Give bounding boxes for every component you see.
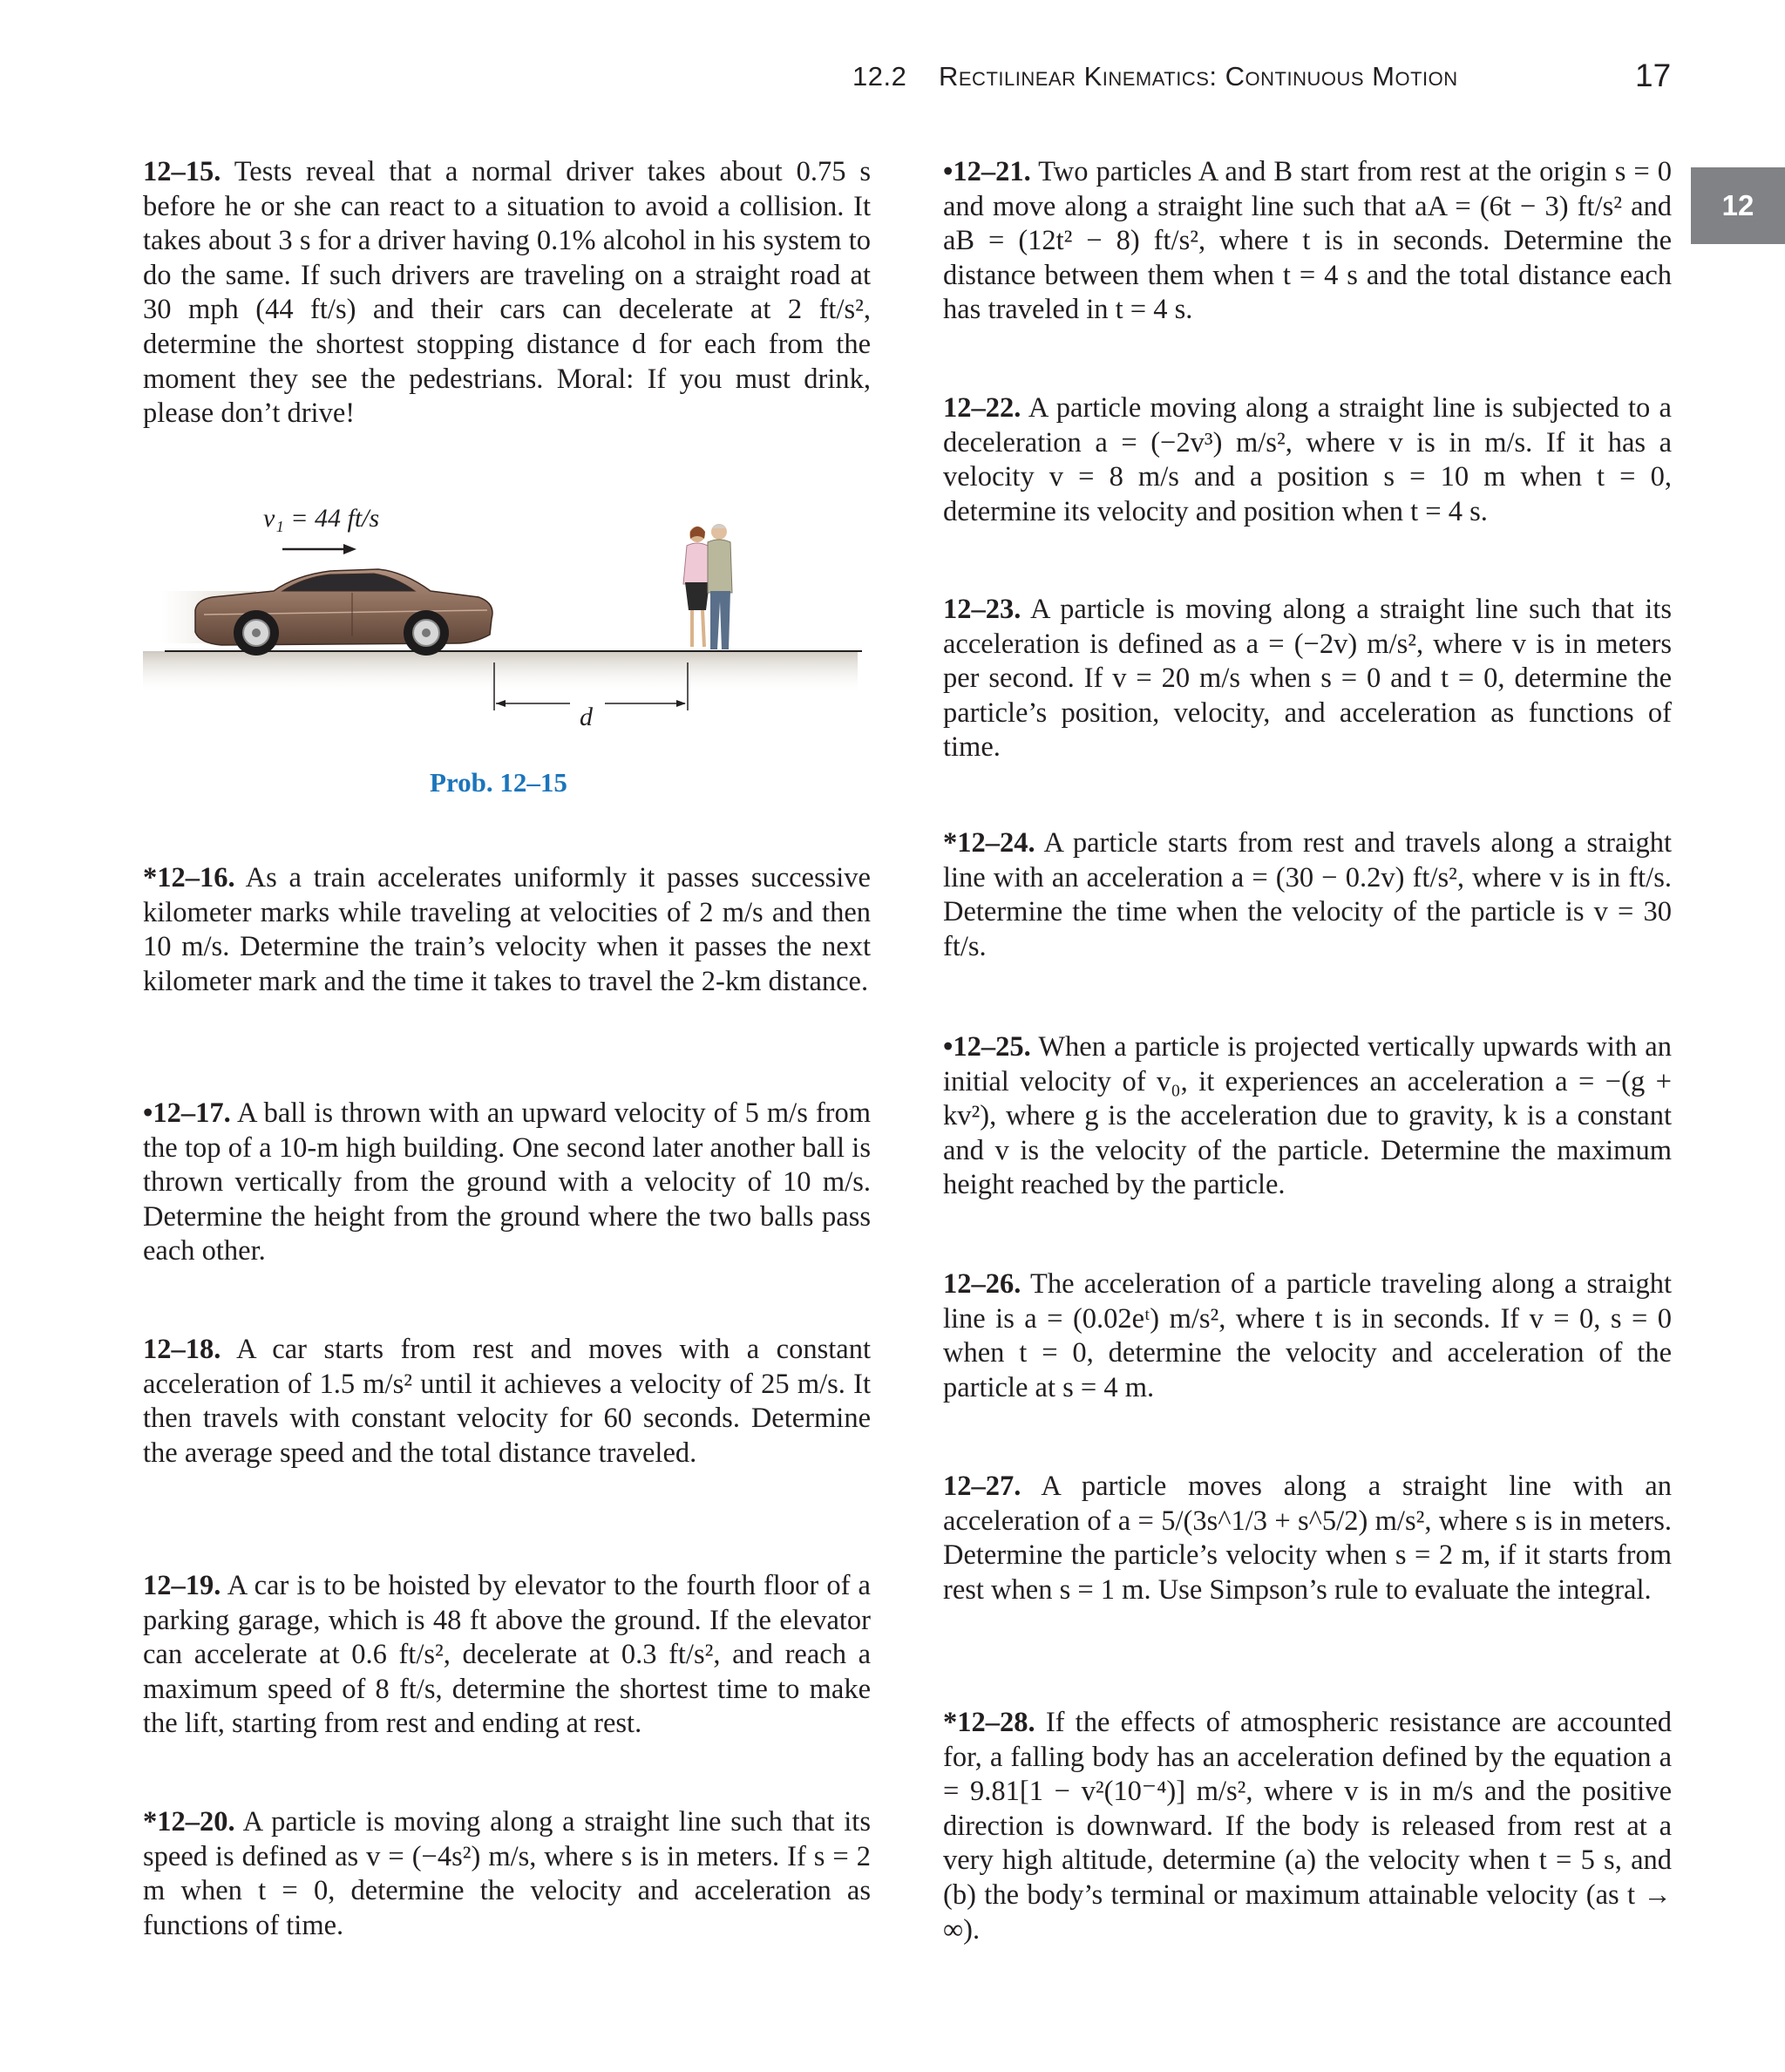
problem-number: *12–20. <box>143 1806 235 1838</box>
problem-12-27 <box>943 1470 1672 1607</box>
problem-number: •12–25. <box>943 1031 1031 1063</box>
problem-number: •12–21. <box>943 156 1031 187</box>
problem-text: A particle moves along a straight line with an acceleration of a = 5/(3s^1/3 + s^5/2) m/s², where s is in meters. Determine the particle’s velocity when s = 2 m, if it starts from rest when s = 1 m. Use Simpson’s rule to evaluate the integral. <box>943 1471 1672 1606</box>
ground-shadow <box>143 651 858 695</box>
problem-number: 12–22. <box>943 392 1021 424</box>
problem-text: A particle moving along a straight line is subjected to a deceleration a = (−2v³) m/s², where v is in m/s. If it has a velocity v = 8 m/s and a position s = 10 m when t = 0, determine its velocity and position when t = 4 s. <box>943 392 1672 527</box>
problem-12-23 <box>943 593 1672 765</box>
problem-text: As a train accelerates uniformly it passes successive kilometer marks while traveling at velocities of 2 m/s and then 10 m/s. Determine the train’s velocity when it passes the next kilometer mark and the time it takes to travel the 2-km distance. <box>143 862 871 997</box>
velocity-label: v₁ = 44 ft/s <box>263 504 380 533</box>
car <box>195 569 492 656</box>
problem-text: Tests reveal that a normal driver takes about 0.75 s before he or she can react to a situation to avoid a collision. It takes about 3 s for a driver having 0.1% alcohol in his system to do the same. If such drivers are traveling on a straight road at 30 mph (44 ft/s) and their cars can decelerate at 2 ft/s², determine the shortest stopping distance d for each from the moment they see the pedestrians. Moral: If you must drink, please don’t drive! <box>143 156 872 430</box>
problem-text: If the effects of atmospheric resistance are accounted for, a falling body has an acceleration defined by the equation a = 9.81[1 − v²(10⁻⁴)] m/s², where v is in m/s and the positive direction is downward. If the body is released from rest at a very high altitude, determine (a) the velocity when t = 5 s, and (b) the body’s terminal or maximum attainable velocity (as t → ∞). <box>943 1707 1672 1946</box>
page-number: 17 <box>1635 58 1672 93</box>
pedestrians <box>683 524 732 649</box>
problem-number: 12–19. <box>143 1570 221 1601</box>
problem-12-16 <box>143 861 871 999</box>
chapter-tab: 12 <box>1691 167 1785 244</box>
problem-text: A particle starts from rest and travels along a straight line with an acceleration a = (30 − 0.2v) ft/s², where v is in ft/s. Determine the time when the velocity of the particle is v = 30 ft/s. <box>943 827 1672 962</box>
dim-arrow-right <box>676 700 686 707</box>
problem-12-24 <box>943 826 1672 964</box>
problem-12-21 <box>943 155 1672 328</box>
problem-number: 12–27. <box>943 1471 1021 1502</box>
distance-label: d <box>580 703 593 731</box>
problem-number: 12–26. <box>943 1268 1021 1300</box>
problem-text: When a particle is projected vertically upwards with an initial velocity of v₀, it experiences an acceleration a = −(g + kv²), where g is the acceleration due to gravity, k is a constant and v is the velocity of the particle. Determine the maximum height reached by the particle. <box>943 1031 1672 1201</box>
problem-text: The acceleration of a particle traveling along a straight line is a = (0.02eᵗ) m/s², where t is in seconds. If v = 0, s = 0 when t = 0, determine the velocity and acceleration of the particle at s = 4 m. <box>943 1268 1672 1403</box>
problem-12-17 <box>143 1097 871 1269</box>
problem-number: *12–16. <box>143 862 235 893</box>
problem-12-22 <box>943 391 1672 529</box>
problem-number: 12–15. <box>143 156 221 187</box>
problem-12-19 <box>143 1569 871 1742</box>
problem-12-20 <box>143 1805 871 1943</box>
problem-12-18 <box>143 1333 871 1471</box>
dim-arrow-left <box>496 700 506 707</box>
problem-text: Two particles A and B start from rest at the origin s = 0 and move along a straight line such that aA = (6t − 3) ft/s² and aB = (12t² − 8) ft/s², where t is in seconds. Determine the distance between them when t = 4 s and the total distance each has traveled in t = 4 s. <box>943 156 1672 326</box>
section-title: Rectilinear Kinematics: Continuous Motion <box>939 61 1458 92</box>
problem-number: •12–17. <box>143 1097 231 1129</box>
problem-number: *12–28. <box>943 1707 1035 1738</box>
problem-text: A particle is moving along a straight line such that its speed is defined as v = (−4s²) m/s, where s is in meters. If s = 2 m when t = 0, determine the velocity and acceleration as functions of time. <box>143 1806 871 1941</box>
velocity-arrowhead <box>343 544 356 554</box>
problem-12-15 <box>143 155 871 431</box>
problem-text: A car starts from rest and moves with a constant acceleration of 1.5 m/s² until it achieves a velocity of 25 m/s. It then travels with constant velocity for 60 seconds. Determine the average speed and the total distance traveled. <box>143 1334 871 1469</box>
figure-caption: Prob. 12–15 <box>430 767 567 798</box>
problem-text: A particle is moving along a straight line such that its acceleration is defined as a = (−2v) m/s², where v is in meters per second. If v = 20 m/s when s = 0 and t = 0, determine the particle’s position, velocity, and acceleration as functions of time. <box>943 594 1672 764</box>
problem-text: A ball is thrown with an upward velocity of 5 m/s from the top of a 10-m high building. One second later another ball is thrown vertically from the ground with a velocity of 10 m/s. Determine the height from the ground where the two balls pass each other. <box>143 1097 871 1267</box>
problem-12-26 <box>943 1267 1672 1405</box>
problem-text: A car is to be hoisted by elevator to the fourth floor of a parking garage, which is 48 ft above the ground. If the elevator can accelerate at 0.6 ft/s², decelerate at 0.3 ft/s², and reach a maximum speed of 8 ft/s, determine the shortest time to make the lift, starting from rest and ending at rest. <box>143 1570 871 1740</box>
problem-number: 12–18. <box>143 1334 221 1365</box>
problem-12-28 <box>943 1706 1672 1947</box>
problem-number: 12–23. <box>943 594 1021 625</box>
problem-number: *12–24. <box>943 827 1035 859</box>
problem-12-25 <box>943 1030 1672 1203</box>
section-number: 12.2 <box>852 61 907 92</box>
